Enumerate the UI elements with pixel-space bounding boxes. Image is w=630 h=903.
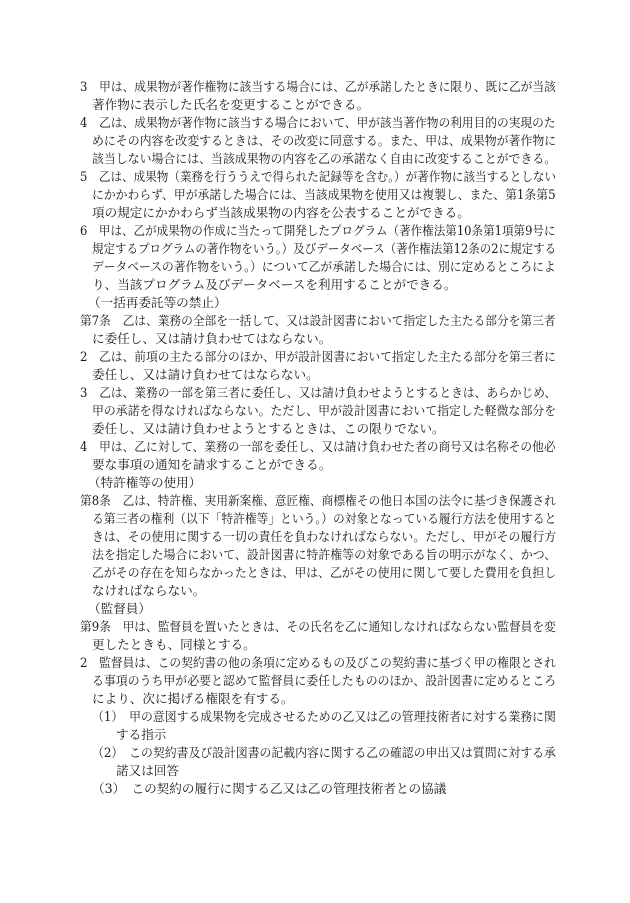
text-line: 4 甲は、乙に対して、業務の一部を委任し、又は請け負わせた者の商号又は名称その他必: [80, 439, 556, 454]
text-line: データベースの著作物をいう。）について乙が承諾した場合には、別に定めるところによ: [92, 259, 556, 274]
list-item: （3） この契約の履行に関する乙又は乙の管理技術者との協議: [92, 781, 447, 796]
text-line: 委任し、又は請け負わせようとするときは、この限りでない。: [92, 421, 445, 436]
text-line: 4 乙は、成果物が著作物に該当する場合において、甲が該当著作物の利用目的の実現のた: [80, 115, 556, 130]
text-line: 委任し、又は請け負わせてはならない。: [92, 367, 319, 382]
text-line: る事項のうち甲が必要と認めて監督員に委任したもののほか、設計図書に定めるところ: [92, 673, 557, 688]
text-line: めにその内容を改変するときは、その改変に同意する。また、甲は、成果物が著作物に: [92, 133, 557, 148]
text-line: 該当しない場合には、当該成果物の内容を乙の承諾なく自由に改変することができる。: [92, 151, 557, 166]
list-item: （1） 甲の意図する成果物を完成させるための乙又は乙の管理技術者に対する業務に関: [92, 709, 556, 724]
text-line: にかかわらず、甲が承諾した場合には、当該成果物を使用又は複製し、また、第1条第5: [92, 187, 556, 202]
text-line: 第8条 乙は、特許権、実用新案権、意匠権、商標権その他日本国の法令に基づき保護され: [80, 493, 556, 508]
text-line: 項の規定にかかわらず当該成果物の内容を公表することができる。: [92, 205, 470, 220]
list-item: （2） この契約書及び設計図書の記載内容に関する乙の確認の申出又は質問に対する承: [92, 745, 556, 760]
text-line: 要な事項の通知を請求することができる。: [92, 457, 332, 472]
text-line: 2 監督員は、この契約書の他の条項に定めるもの及びこの契約書に基づく甲の権限とされ: [80, 655, 556, 670]
text-line: 6 甲は、乙が成果物の作成に当たって開発したプログラム（著作権法第10条第1項第9号に: [80, 223, 556, 238]
text-line: 諾又は回答: [116, 763, 179, 778]
text-line: る第三者の権利（以下「特許権等」という。）の対象となっている履行方法を使用すると: [92, 511, 557, 526]
text-line: 2 乙は、前項の主たる部分のほか、甲が設計図書において指定した主たる部分を第三者に: [80, 349, 556, 364]
text-line: 甲の承諾を得なければならない。ただし、甲が設計図書において指定した軽微な部分を: [92, 403, 557, 418]
text-line: する指示: [116, 727, 167, 742]
text-line: 5 乙は、成果物（業務を行ううえで得られた記録等を含む。）が著作物に該当するとしない: [80, 169, 557, 184]
text-line: に委任し、又は請け負わせてはならない。: [92, 331, 332, 346]
section-heading: （一括再委託等の禁止）: [88, 295, 227, 310]
text-line: 著作物に表示した氏名を変更することができる。: [92, 97, 370, 112]
text-line: 法を指定した場合において、設計図書に特許権等の対象である旨の明示がなく、かつ、: [92, 547, 557, 562]
text-line: 3 甲は、成果物が著作権物に該当する場合には、乙が承諾したときに限り、既に乙が当該: [80, 79, 556, 94]
text-line: 第9条 甲は、監督員を置いたときは、その氏名を乙に通知しなければならない監督員を変: [80, 619, 556, 634]
section-heading: （特許権等の使用）: [88, 475, 202, 490]
text-line: 3 乙は、業務の一部を第三者に委任し、又は請け負わせようとするときは、あらかじめ、: [80, 385, 557, 400]
text-line: により、次に掲げる権限を有する。: [92, 691, 294, 706]
text-line: り、当該プログラム及びデータベースを利用することができる。: [92, 277, 457, 292]
section-heading: （監督員）: [88, 601, 151, 616]
text-line: なければならない。: [92, 583, 206, 598]
text-line: 第7条 乙は、業務の全部を一括して、又は設計図書において指定した主たる部分を第三者: [80, 313, 556, 328]
text-line: 乙がその存在を知らなかったときは、甲は、乙がその使用に関して要した費用を負担し: [92, 565, 557, 580]
text-line: きは、その使用に関する一切の責任を負わなければならない。ただし、甲がその履行方: [92, 529, 557, 544]
text-line: 規定するプログラムの著作物をいう。）及びデータベース（著作権法第12条の2に規定する: [92, 241, 557, 256]
text-line: 更したときも、同様とする。: [92, 637, 256, 652]
